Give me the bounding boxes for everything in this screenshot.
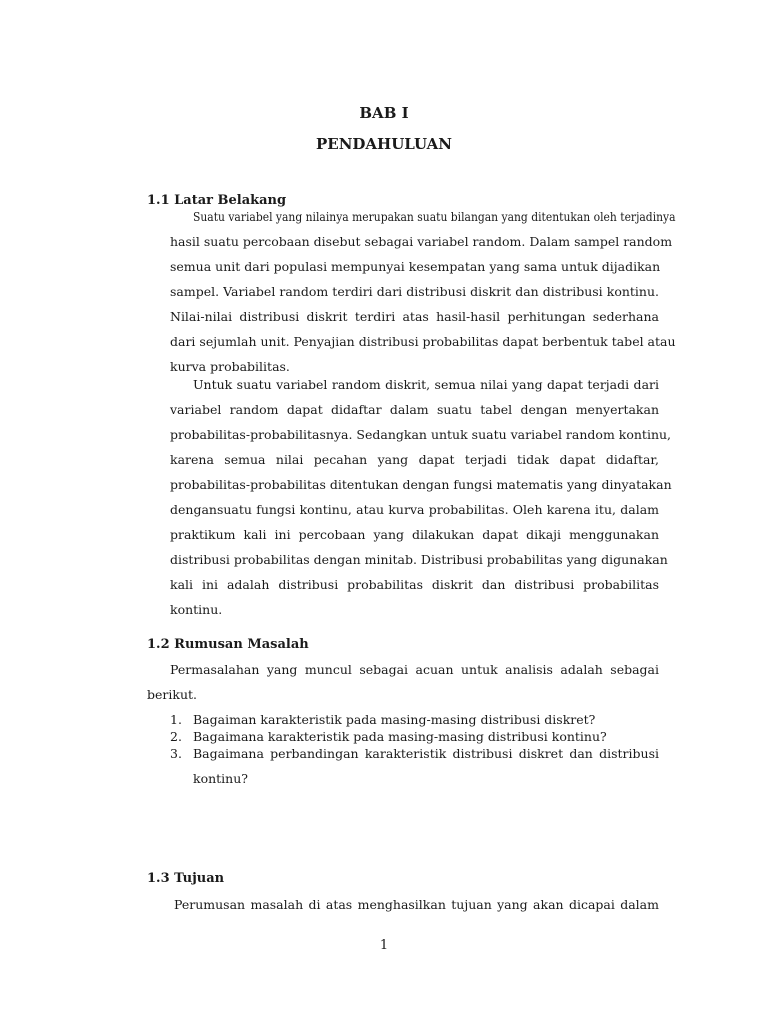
paragraph-line: dari sejumlah unit. Penyajian distribusi probabilitas dapat berbentuk tabel atau [170,334,676,349]
paragraph-line: karena semua nilai pecahan yang dapat terjadi tidak dapat didaftar, [170,452,659,467]
list-item-number: 1. [170,712,182,727]
paragraph-line: Permasalahan yang muncul sebagai acuan untuk analisis adalah sebagai [170,662,659,677]
section-heading-rumusan-masalah: 1.2 Rumusan Masalah [147,637,309,652]
paragraph-line: variabel random dapat didaftar dalam suatu tabel dengan menyertakan [170,402,659,417]
list-item: Bagaimana perbandingan karakteristik distribusi diskret dan distribusi [193,746,659,761]
paragraph-line: sampel. Variabel random terdiri dari distribusi diskrit dan distribusi kontinu. [170,284,659,299]
paragraph-line: semua unit dari populasi mempunyai kesempatan yang sama untuk dijadikan [170,259,661,274]
paragraph-line: Untuk suatu variabel random diskrit, semua nilai yang dapat terjadi dari [193,377,659,392]
paragraph-line: distribusi probabilitas dengan minitab. Distribusi probabilitas yang digunakan [170,552,668,567]
paragraph-line: praktikum kali ini percobaan yang dilakukan dapat dikaji menggunakan [170,527,659,542]
list-item: Bagaimana karakteristik pada masing-masing distribusi kontinu? [193,729,607,744]
list-item: Bagaiman karakteristik pada masing-masing distribusi diskret? [193,712,596,727]
paragraph-line: kontinu. [170,602,223,617]
paragraph-line-text: Suatu variabel yang nilainya merupakan suatu bilangan yang ditentukan oleh terjadinya [193,209,676,224]
paragraph-line: probabilitas-probabilitas ditentukan dengan fungsi matematis yang dinyatakan [170,477,672,492]
page-number: 1 [379,938,389,953]
chapter-number: BAB I [359,104,409,122]
paragraph-line: Perumusan masalah di atas menghasilkan tujuan yang akan dicapai dalam [174,897,659,912]
paragraph-line: hasil suatu percobaan disebut sebagai variabel random. Dalam sampel random [170,234,673,249]
section-heading-latar-belakang: 1.1 Latar Belakang [147,193,287,208]
paragraph-line: kurva probabilitas. [170,359,290,374]
paragraph-line: Nilai-nilai distribusi diskrit terdiri atas hasil-hasil perhitungan sederhana [170,309,659,324]
list-item-continuation: kontinu? [193,771,248,786]
list-item-number: 3. [170,746,182,761]
paragraph-line: kali ini adalah distribusi probabilitas diskrit dan distribusi probabilitas [170,577,659,592]
section-heading-tujuan: 1.3 Tujuan [147,871,225,886]
paragraph-line [193,209,676,224]
chapter-title: PENDAHULUAN [315,135,453,153]
paragraph-line: probabilitas-probabilitasnya. Sedangkan untuk suatu variabel random kontinu, [170,427,672,442]
paragraph-line: berikut. [147,687,197,702]
list-item-number: 2. [170,729,182,744]
paragraph-line: dengansuatu fungsi kontinu, atau kurva probabilitas. Oleh karena itu, dalam [170,502,659,517]
